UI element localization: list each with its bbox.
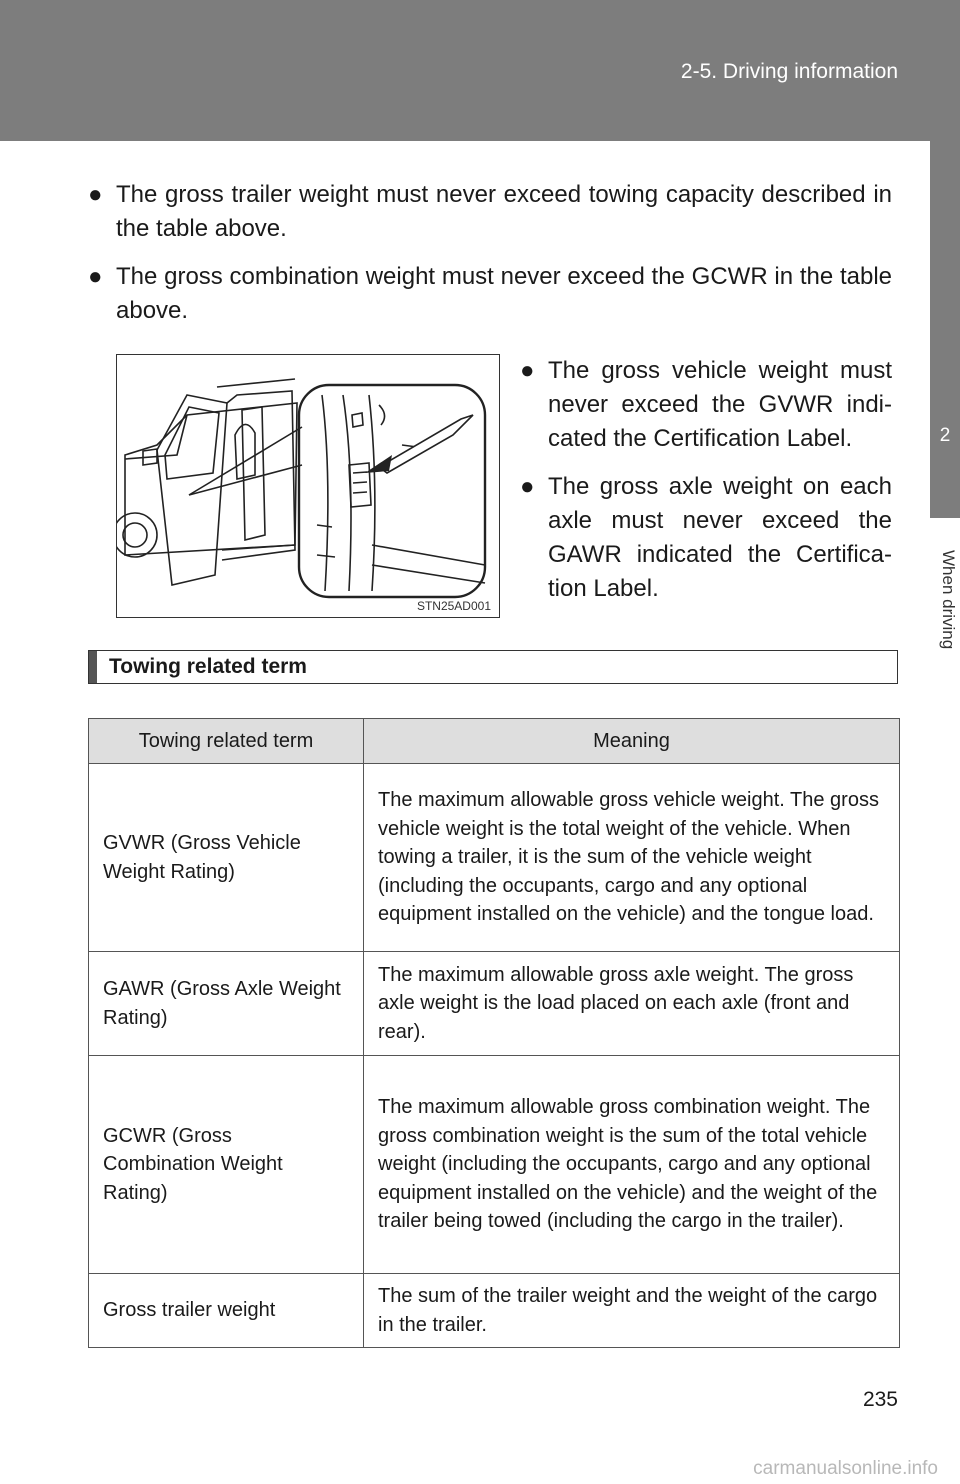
bullet-item (88, 260, 892, 330)
bullet-text: The gross trailer weight must never exceed towing capacity described in the table above. (116, 181, 892, 242)
section-title: Towing related term (109, 655, 307, 678)
vehicle-door-illustration (117, 355, 499, 617)
bullet-text: The gross combination weight must never exceed the GCWR in the table above. (116, 263, 892, 324)
bullet-item (520, 470, 892, 610)
section-header-title: 2-5. Driving information (680, 60, 898, 83)
bullet-text: The gross vehicle weight must never exceed the GVWR indi-cated the Certification Label. (548, 357, 892, 452)
section-marker (89, 651, 97, 683)
table-row (89, 1056, 900, 1274)
column-header-meaning: Meaning (364, 719, 900, 764)
section-heading-bar (88, 650, 898, 684)
meaning-cell: The maximum allowable gross axle weight. The gross axle weight is the load placed on each axle (front and rear). (364, 952, 900, 1056)
term-cell: GVWR (Gross Vehicle Weight Rating) (89, 764, 364, 952)
certification-label-illustration (116, 354, 500, 618)
watermark: carmanualsonline.info (753, 1458, 938, 1479)
term-cell: GCWR (Gross Combination Weight Rating) (89, 1056, 364, 1274)
chapter-tab (930, 141, 960, 518)
meaning-cell: The maximum allowable gross combination weight. The gross combination weight is the sum of the total vehicle weight (including the occupants, cargo and any optional equipment installed on the vehicle) and the weight of the trailer being towed (including the cargo in the trailer). (364, 1056, 900, 1274)
table-row (89, 1274, 900, 1348)
bullet-icon: ● (520, 357, 535, 384)
towing-terms-table (88, 718, 900, 1348)
table-header-row (89, 719, 900, 764)
bullet-icon: ● (88, 181, 103, 208)
page-number: 235 (862, 1388, 898, 1411)
chapter-tab-number: 2 (939, 425, 951, 446)
term-cell: GAWR (Gross Axle Weight Rating) (89, 952, 364, 1056)
meaning-cell: The maximum allowable gross vehicle weight. The gross vehicle weight is the total weight of the vehicle. When towing a trailer, it is the sum of the vehicle weight (including the occupants, cargo and any optional equipment installed on the vehicle) and the tongue load. (364, 764, 900, 952)
bullet-item (520, 354, 892, 464)
table-row (89, 764, 900, 952)
bullet-icon: ● (520, 473, 535, 500)
bullet-icon: ● (88, 263, 103, 290)
meaning-cell: The sum of the trailer weight and the weight of the cargo in the trailer. (364, 1274, 900, 1348)
figure-code: STN25AD001 (416, 599, 491, 613)
column-header-term: Towing related term (89, 719, 364, 764)
term-cell: Gross trailer weight (89, 1274, 364, 1348)
header-band (0, 0, 960, 141)
table-row (89, 952, 900, 1056)
bullet-item (88, 178, 892, 248)
bullet-text: The gross axle weight on each axle must never exceed the GAWR indicated the Certifica-tion Label. (548, 473, 892, 602)
chapter-tab-label: When driving (939, 550, 958, 650)
